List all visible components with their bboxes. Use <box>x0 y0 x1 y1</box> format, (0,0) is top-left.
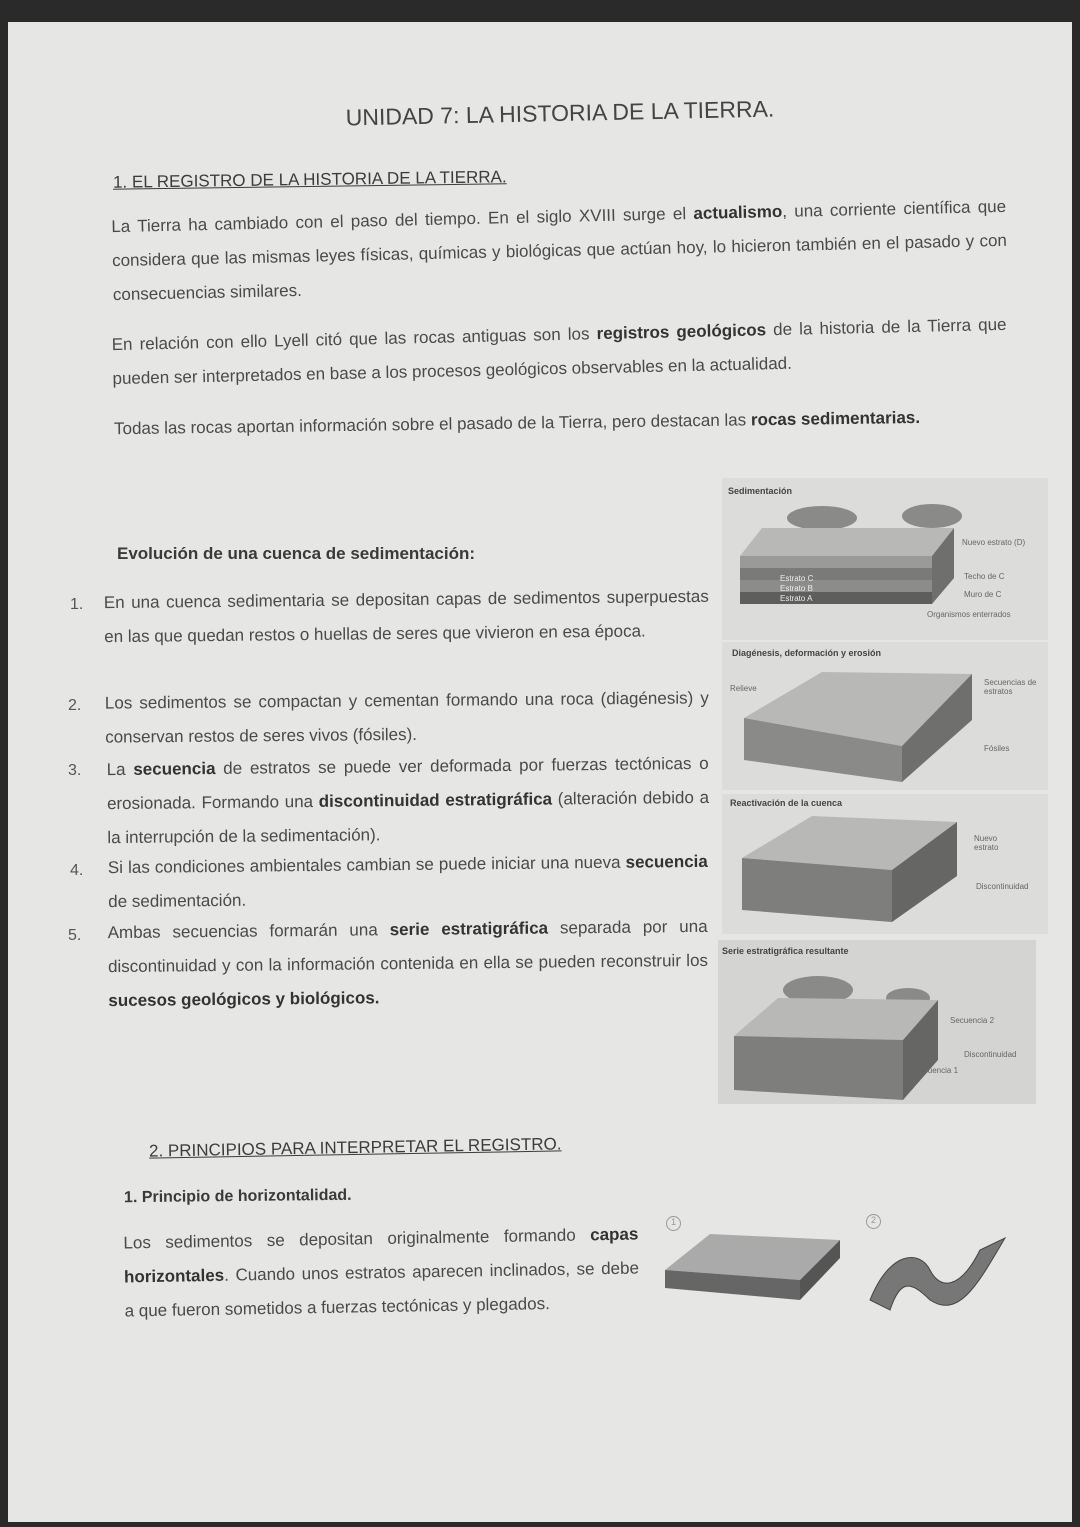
figure-label: Relieve <box>730 684 757 693</box>
figure-sedimentation <box>722 478 1048 640</box>
figure-label: Estrato C <box>780 574 814 583</box>
figure-stratigraphic-series <box>718 940 1036 1104</box>
figure-label: Secuencias de estratos <box>984 678 1037 696</box>
list-number: 1. <box>70 596 84 613</box>
figure-label: Discontinuidad <box>964 1050 1017 1059</box>
figure-label: Muro de C <box>964 590 1002 599</box>
figure-label: Nuevo estrato <box>974 834 999 852</box>
principle-heading: 1. Principio de horizontalidad. <box>123 1186 352 1207</box>
list-number: 3. <box>68 762 82 779</box>
list-number: 2. <box>68 697 82 714</box>
list-item: La secuencia de estratos se puede ver deformada por fuerzas tectónicas o erosionada. Formando una discontinuidad estratigráfica (alteración debido a la interrupción de la sedimentación). <box>106 753 710 848</box>
figure-label: Secuencia 1 <box>914 1066 959 1075</box>
figure-marker: 1 <box>666 1216 681 1231</box>
figure-label: Discontinuidad <box>976 882 1029 891</box>
figure-label: Fósiles <box>984 744 1010 753</box>
figure-caption: Diagénesis, deformación y erosión <box>732 648 882 658</box>
figure-horizontality <box>660 1210 1060 1330</box>
strata-block-illustration <box>722 794 1048 934</box>
figure-label: Organismos enterrados <box>927 610 1011 619</box>
figure-label: Estrato B <box>780 584 813 593</box>
figure-label: Estrato A <box>780 594 813 603</box>
list-item: Si las condiciones ambientales cambian se puede iniciar una nueva secuencia de sedimentación. <box>107 851 708 912</box>
figure-marker: 2 <box>866 1214 881 1229</box>
basin-subheading: Evolución de una cuenca de sedimentación: <box>117 544 476 563</box>
paragraph-rocas: Todas las rocas aportan información sobre el pasado de la Tierra, pero destacan las rocas sedimentarias. <box>113 407 921 439</box>
list-number: 4. <box>70 862 84 879</box>
list-item: Ambas secuencias formarán una serie estratigráfica separada por una discontinuidad y con la información contenida en ella se pueden reconstruir los sucesos geológicos y biológicos. <box>107 916 709 1011</box>
list-item: Los sedimentos se compactan y cementan formando una roca (diagénesis) y conservan restos de seres vivos (fósiles). <box>104 688 709 747</box>
figure-caption: Serie estratigráfica resultante <box>722 946 849 956</box>
figure-label: Nuevo estrato (D) <box>962 538 1026 547</box>
page-title: UNIDAD 7: LA HISTORIA DE LA TIERRA. <box>345 95 775 131</box>
strata-block-illustration <box>722 642 1048 790</box>
section-1-heading: 1. EL REGISTRO DE LA HISTORIA DE LA TIERRA. <box>112 167 507 192</box>
figure-caption: Sedimentación <box>728 486 793 496</box>
paragraph-actualismo: La Tierra ha cambiado con el paso del tiempo. En el siglo XVIII surge el actualismo, una corriente científica que considera que las mismas leyes físicas, químicas y biológicas que actúan hoy, lo hicieron también en el pasado y con consecuencias similares. <box>111 196 1008 305</box>
figure-label: Techo de C <box>964 572 1005 581</box>
figure-diagenesis <box>722 642 1048 790</box>
paragraph-horizontality: Los sedimentos se depositan originalmente formando capas horizontales. Cuando unos estratos aparecen inclinados, se debe a que fueron sometidos a fuerzas tectónicas y plegados. <box>123 1224 640 1321</box>
figure-caption: Reactivación de la cuenca <box>730 798 843 808</box>
horizontal-and-folded-strata-icon <box>660 1210 1060 1330</box>
list-item: En una cuenca sedimentaria se depositan capas de sedimentos superpuestas en las que quedan restos o huellas de seres que vivieron en esa época. <box>103 586 709 647</box>
list-number: 5. <box>68 927 82 944</box>
paragraph-lyell: En relación con ello Lyell citó que las rocas antiguas son los registros geológicos de la historia de la Tierra que pueden ser interpretados en base a los procesos geológicos observables en la actualidad. <box>111 314 1007 389</box>
figure-label: Secuencia 2 <box>950 1016 995 1025</box>
section-2-heading: 2. PRINCIPIOS PARA INTERPRETAR EL REGISTRO. <box>148 1134 562 1161</box>
figure-reactivation <box>722 794 1048 934</box>
